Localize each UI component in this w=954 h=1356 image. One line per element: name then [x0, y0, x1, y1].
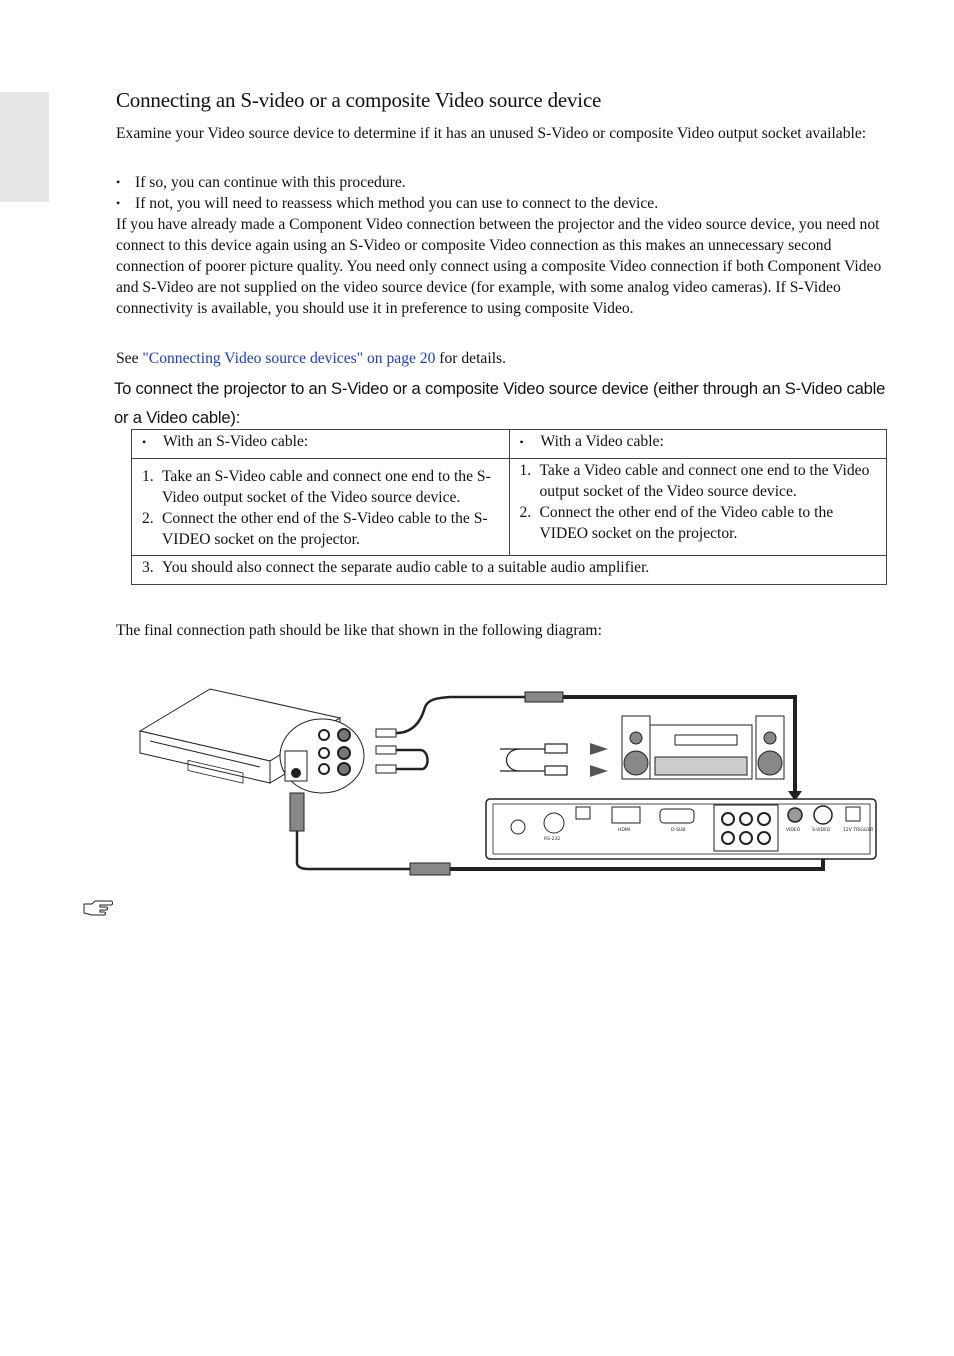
label-svideo: S-VIDEO	[812, 828, 831, 833]
see-also-line	[116, 348, 888, 369]
left-header: With an S-Video cable:	[163, 433, 309, 450]
step-item: 1. Take a Video cable and connect one end to the Video output socket of the Video source device.	[519, 462, 870, 500]
procedure-heading: To connect the projector to an S-Video or a composite Video source device (either through an S-Video cable or a Video cable):	[114, 379, 886, 427]
audio-cable	[500, 744, 567, 775]
label-hdmi: HDMI	[618, 828, 631, 833]
left-steps-cell	[132, 459, 510, 556]
common-step-cell: 3. You should also connect the separate audio cable to a suitable audio amplifier.	[132, 556, 887, 585]
label-rs232: RS-232	[544, 837, 561, 842]
right-header: With a Video cable:	[540, 433, 664, 450]
diagram-caption: The final connection path should be like that shown in the following diagram:	[116, 622, 602, 639]
common-step: You should also connect the separate audio cable to a suitable audio amplifier.	[162, 559, 650, 576]
label-dsub: D-SUB	[671, 828, 686, 833]
audio-amplifier	[622, 716, 784, 779]
bullet-list	[116, 172, 888, 214]
audio-arrow-icon	[590, 743, 608, 755]
step-item: 2. Connect the other end of the S-Video cable to the S-VIDEO socket on the projector.	[142, 510, 488, 548]
steps-table	[131, 429, 887, 585]
step-item: 1. Take an S-Video cable and connect one end to the S-Video output socket of the Video source device.	[142, 468, 491, 506]
step-item: 2. Connect the other end of the Video cable to the VIDEO socket on the projector.	[519, 504, 834, 542]
side-tab	[0, 92, 49, 202]
see-suffix: for details.	[435, 350, 506, 367]
label-video: VIDEO	[786, 828, 801, 833]
left-header-cell: • With an S-Video cable:	[132, 430, 510, 459]
right-header-cell: • With a Video cable:	[509, 430, 887, 459]
device-back-panel-zoom	[280, 719, 364, 793]
right-steps-cell	[509, 459, 887, 556]
pointing-hand-icon	[82, 898, 114, 918]
body-paragraph: If you have already made a Component Video connection between the projector and the video source device, you need not connect to this device again using an S-Video or composite Video connection as this makes an unnecessary second connection of poorer picture quality. You need only connect using a composite Video connection if both Component Video and S-Video are not supplied on the video source device (for example, with some analog video cameras). If S-Video connectivity is available, you should use it in preference to using composite Video.	[116, 216, 882, 317]
audio-arrow-icon	[590, 765, 608, 777]
bullet-item: • If not, you will need to reassess which method you can use to connect to the device.	[116, 193, 888, 214]
see-prefix: See	[116, 350, 143, 367]
connection-diagram	[130, 683, 880, 878]
bullet-item: • If so, you can continue with this procedure.	[116, 172, 888, 193]
see-link[interactable]: "Connecting Video source devices" on page 20	[142, 350, 436, 367]
label-trigger: 12V TRIGGER	[843, 828, 874, 833]
intro-paragraph: Examine your Video source device to determine if it has an unused S-Video or composite Video output socket available:	[116, 125, 867, 142]
page-title: Connecting an S-video or a composite Video source device	[116, 88, 602, 112]
